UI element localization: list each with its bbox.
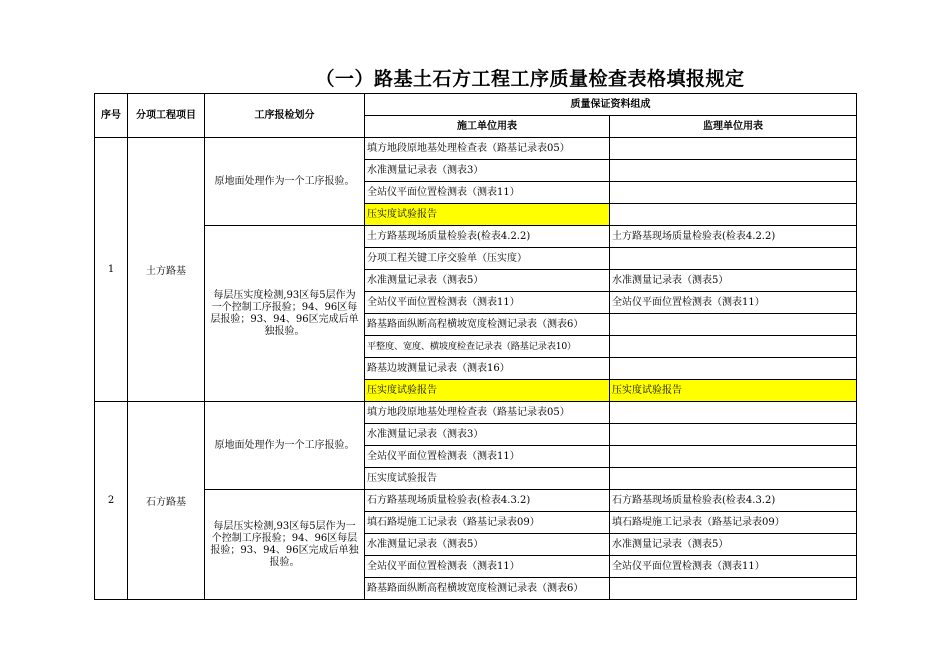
header-sub-item: 分项工程项目	[128, 94, 205, 138]
header-division: 工序报检划分	[205, 94, 365, 138]
supervisor-form: 全站仪平面位置检测表（测表11）	[610, 556, 857, 578]
contractor-form: 全站仪平面位置检测表（测表11）	[365, 292, 610, 314]
contractor-form: 石方路基现场质量检验表(检表4.3.2)	[365, 490, 610, 512]
contractor-form: 全站仪平面位置检测表（测表11）	[365, 182, 610, 204]
contractor-form: 压实度试验报告	[365, 204, 610, 226]
contractor-form: 路基边坡测量记录表（测表16）	[365, 358, 610, 380]
contractor-form: 路基路面纵断高程横坡宽度检测记录表（测表6）	[365, 314, 610, 336]
contractor-form: 压实度试验报告	[365, 468, 610, 490]
division-description: 每层压实检测,93区每5层作为一个控制工序报验；94、96区每层报验；93、94、96区完成后单独报验。	[205, 490, 365, 600]
supervisor-form	[610, 138, 857, 160]
supervisor-form: 压实度试验报告	[610, 380, 857, 402]
section-name: 石方路基	[128, 402, 205, 600]
supervisor-form	[610, 160, 857, 182]
section-seq: 2	[95, 402, 128, 600]
contractor-form: 水准测量记录表（测表5）	[365, 534, 610, 556]
contractor-form: 填石路堤施工记录表（路基记录表09）	[365, 512, 610, 534]
supervisor-form	[610, 314, 857, 336]
supervisor-form	[610, 358, 857, 380]
header-supervisor: 监理单位用表	[610, 116, 857, 138]
contractor-form: 平整度、宽度、横坡度检查记录表（路基记录表10）	[365, 336, 610, 358]
contractor-form: 路基路面纵断高程横坡宽度检测记录表（测表6）	[365, 578, 610, 600]
supervisor-form	[610, 182, 857, 204]
supervisor-form: 水准测量记录表（测表5）	[610, 534, 857, 556]
supervisor-form: 石方路基现场质量检验表(检表4.3.2)	[610, 490, 857, 512]
table-row	[95, 490, 857, 512]
division-description: 每层压实度检测,93区每5层作为一个控制工序报验；94、96区每层报验；93、94、96区完成后单独报验。	[205, 226, 365, 402]
table-row	[95, 226, 857, 248]
supervisor-form: 填石路堤施工记录表（路基记录表09）	[610, 512, 857, 534]
supervisor-form	[610, 336, 857, 358]
table-row	[95, 402, 857, 424]
contractor-form: 分项工程关键工序交验单（压实度）	[365, 248, 610, 270]
supervisor-form	[610, 578, 857, 600]
supervisor-form	[610, 424, 857, 446]
supervisor-form	[610, 248, 857, 270]
section-name: 土方路基	[128, 138, 205, 402]
supervisor-form	[610, 468, 857, 490]
table-row	[95, 138, 857, 160]
supervisor-form: 全站仪平面位置检测表（测表11）	[610, 292, 857, 314]
contractor-form: 水准测量记录表（测表5）	[365, 270, 610, 292]
contractor-form: 水准测量记录表（测表3）	[365, 160, 610, 182]
header-seq: 序号	[95, 94, 128, 138]
division-description: 原地面处理作为一个工序报验。	[205, 402, 365, 490]
contractor-form: 土方路基现场质量检验表(检表4.2.2)	[365, 226, 610, 248]
contractor-form: 填方地段原地基处理检查表（路基记录表05）	[365, 402, 610, 424]
section-seq: 1	[95, 138, 128, 402]
contractor-form: 填方地段原地基处理检查表（路基记录表05）	[365, 138, 610, 160]
page-title: （一）路基土石方工程工序质量检查表格填报规定	[315, 68, 745, 90]
supervisor-form	[610, 446, 857, 468]
supervisor-form: 土方路基现场质量检验表(检表4.2.2)	[610, 226, 857, 248]
supervisor-form	[610, 204, 857, 226]
header-assurance: 质量保证资料组成	[365, 94, 857, 116]
contractor-form: 全站仪平面位置检测表（测表11）	[365, 446, 610, 468]
supervisor-form: 水准测量记录表（测表5）	[610, 270, 857, 292]
quality-inspection-table	[94, 93, 857, 600]
supervisor-form	[610, 402, 857, 424]
contractor-form: 全站仪平面位置检测表（测表11）	[365, 556, 610, 578]
division-description: 原地面处理作为一个工序报验。	[205, 138, 365, 226]
contractor-form: 压实度试验报告	[365, 380, 610, 402]
header-contractor: 施工单位用表	[365, 116, 610, 138]
contractor-form: 水准测量记录表（测表3）	[365, 424, 610, 446]
